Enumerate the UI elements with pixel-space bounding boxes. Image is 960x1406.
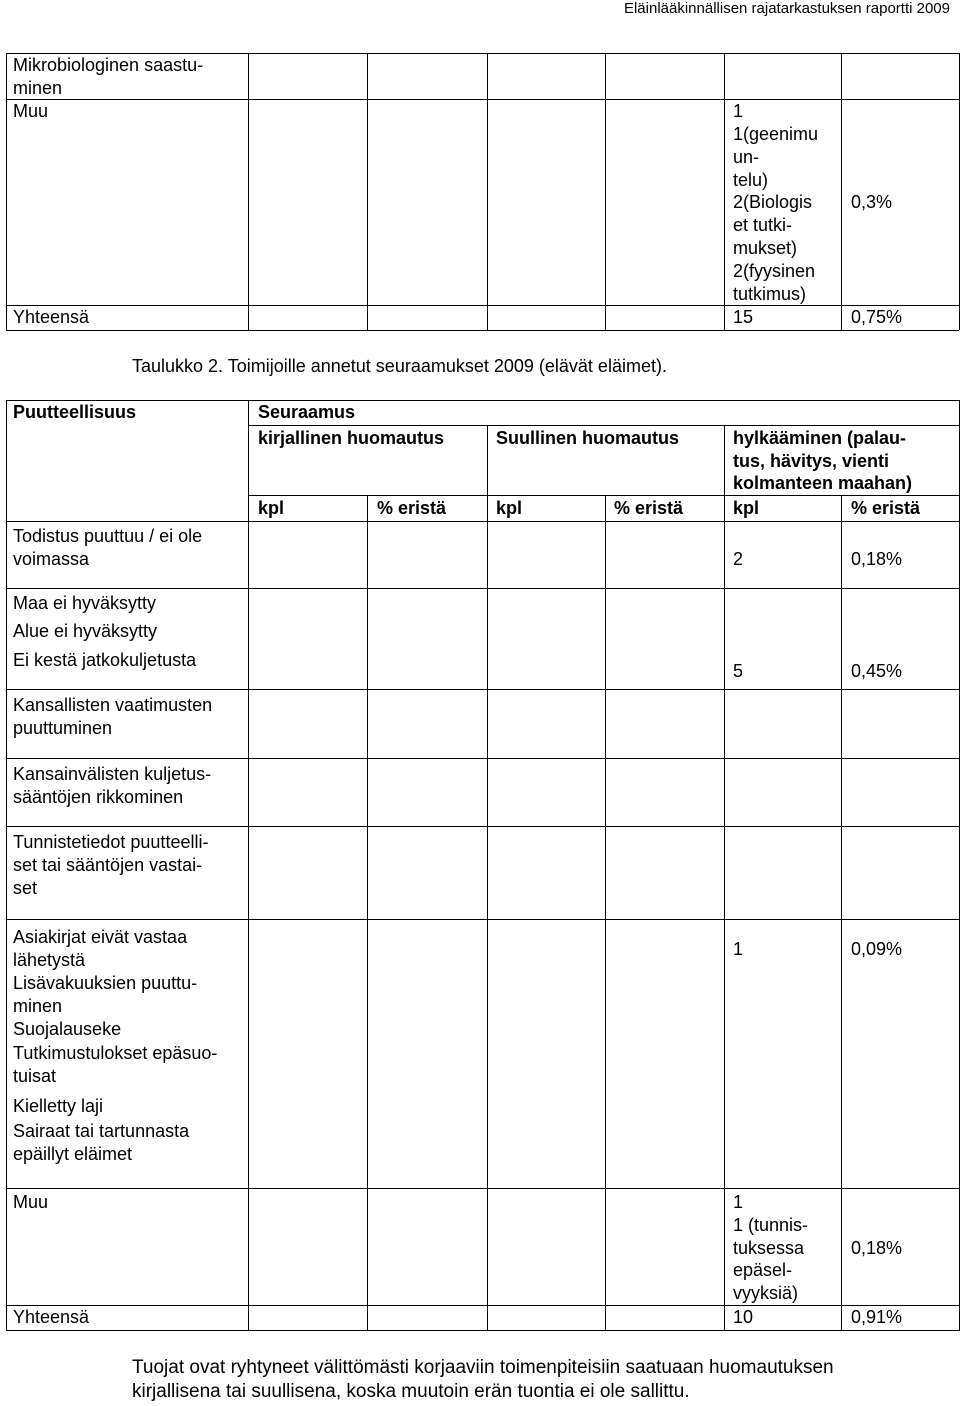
kpl-value: 2 <box>733 549 744 569</box>
pct-value: 0,09% <box>851 939 903 959</box>
kpl-value: et tutki- <box>733 215 793 235</box>
row-label: Asiakirjat eivät vastaa <box>13 927 188 947</box>
row-label: Muu <box>13 1192 49 1212</box>
row-label: voimassa <box>13 549 90 569</box>
row-label: Suojalauseke <box>13 1019 122 1039</box>
row-label: Mikrobiologinen saastu- <box>13 55 204 75</box>
pct-value: 0,91% <box>851 1307 903 1327</box>
row-label: sääntöjen rikkominen <box>13 787 184 807</box>
row-label: Sairaat tai tartunnasta <box>13 1121 190 1141</box>
row-label: Yhteensä <box>13 1307 90 1327</box>
kpl-value: epäsel- <box>733 1260 793 1280</box>
running-header: Eläinlääkinnällisen rajatarkastuksen raportti 2009 <box>623 0 950 17</box>
column-header: Puutteellisuus <box>13 402 137 422</box>
sub-header: kolmanteen maahan) <box>733 473 913 493</box>
row-label: Muu <box>13 101 49 121</box>
pct-value: 0,18% <box>851 1238 903 1258</box>
kpl-value: 1(geenimu <box>733 124 819 144</box>
footer-paragraph <box>132 1356 834 1404</box>
sub-header: hylkääminen (palau- <box>733 428 907 448</box>
pct-value: 0,45% <box>851 661 903 681</box>
row-label: Tutkimustulokset epäsuo- <box>13 1043 218 1063</box>
row-label: Todistus puuttuu / ei ole <box>13 526 203 546</box>
kpl-value: 2(Biologis <box>733 192 813 212</box>
kpl-value: tuksessa <box>733 1238 805 1258</box>
unit-header: kpl <box>496 498 523 518</box>
row-label: Yhteensä <box>13 307 90 327</box>
kpl-value: vyyksiä) <box>733 1283 799 1303</box>
row-label: minen <box>13 78 63 98</box>
kpl-value: 1 <box>733 1192 744 1212</box>
footer-line: Tuojat ovat ryhtyneet välittömästi korjaaviin toimenpiteisiin saatuaan huomautuksen <box>132 1357 834 1378</box>
group-header: Seuraamus <box>258 402 356 422</box>
unit-header: % eristä <box>377 498 447 518</box>
kpl-value: 2(fyysinen <box>733 261 816 281</box>
row-label: set tai sääntöjen vastai- <box>13 855 203 875</box>
row-label: Maa ei hyväksytty <box>13 593 157 613</box>
kpl-value: un- <box>733 147 760 167</box>
unit-header: kpl <box>258 498 285 518</box>
row-label: Kansallisten vaatimusten <box>13 695 213 715</box>
unit-header: % eristä <box>614 498 684 518</box>
kpl-value: 15 <box>733 307 754 327</box>
sub-header: kirjallinen huomautus <box>258 428 445 448</box>
row-label: Lisävakuuksien puuttu- <box>13 973 198 993</box>
kpl-value: 1 (tunnis- <box>733 1215 809 1235</box>
row-label: Ei kestä jatkokuljetusta <box>13 650 197 670</box>
pct-value: 0,3% <box>851 192 893 212</box>
row-label: Alue ei hyväksytty <box>13 621 158 641</box>
row-label: puuttuminen <box>13 718 113 738</box>
table-caption: Taulukko 2. Toimijoille annetut seuraamukset 2009 (elävät eläimet). <box>132 356 667 376</box>
row-label: Kielletty laji <box>13 1096 104 1116</box>
row-label: set <box>13 878 38 898</box>
row-label: Kansainvälisten kuljetus- <box>13 764 212 784</box>
row-label: Tunnistetiedot puutteelli- <box>13 832 209 852</box>
row-label: epäillyt eläimet <box>13 1144 133 1164</box>
kpl-value: tutkimus) <box>733 284 807 304</box>
kpl-value: 1 <box>733 939 744 959</box>
row-label: lähetystä <box>13 950 86 970</box>
kpl-value: telu) <box>733 170 769 190</box>
row-label: tuisat <box>13 1066 57 1086</box>
pct-value: 0,18% <box>851 549 903 569</box>
unit-header: kpl <box>733 498 760 518</box>
kpl-value: 10 <box>733 1307 754 1327</box>
sub-header: tus, hävitys, vienti <box>733 451 890 471</box>
pct-value: 0,75% <box>851 307 903 327</box>
footer-line: kirjallisena tai suullisena, koska muutoin erän tuontia ei ole sallittu. <box>132 1381 690 1402</box>
sub-header: Suullinen huomautus <box>496 428 679 448</box>
kpl-value: 1 <box>733 101 744 121</box>
kpl-value: mukset) <box>733 238 798 258</box>
unit-header: % eristä <box>851 498 921 518</box>
kpl-value: 5 <box>733 661 744 681</box>
row-label: minen <box>13 996 63 1016</box>
